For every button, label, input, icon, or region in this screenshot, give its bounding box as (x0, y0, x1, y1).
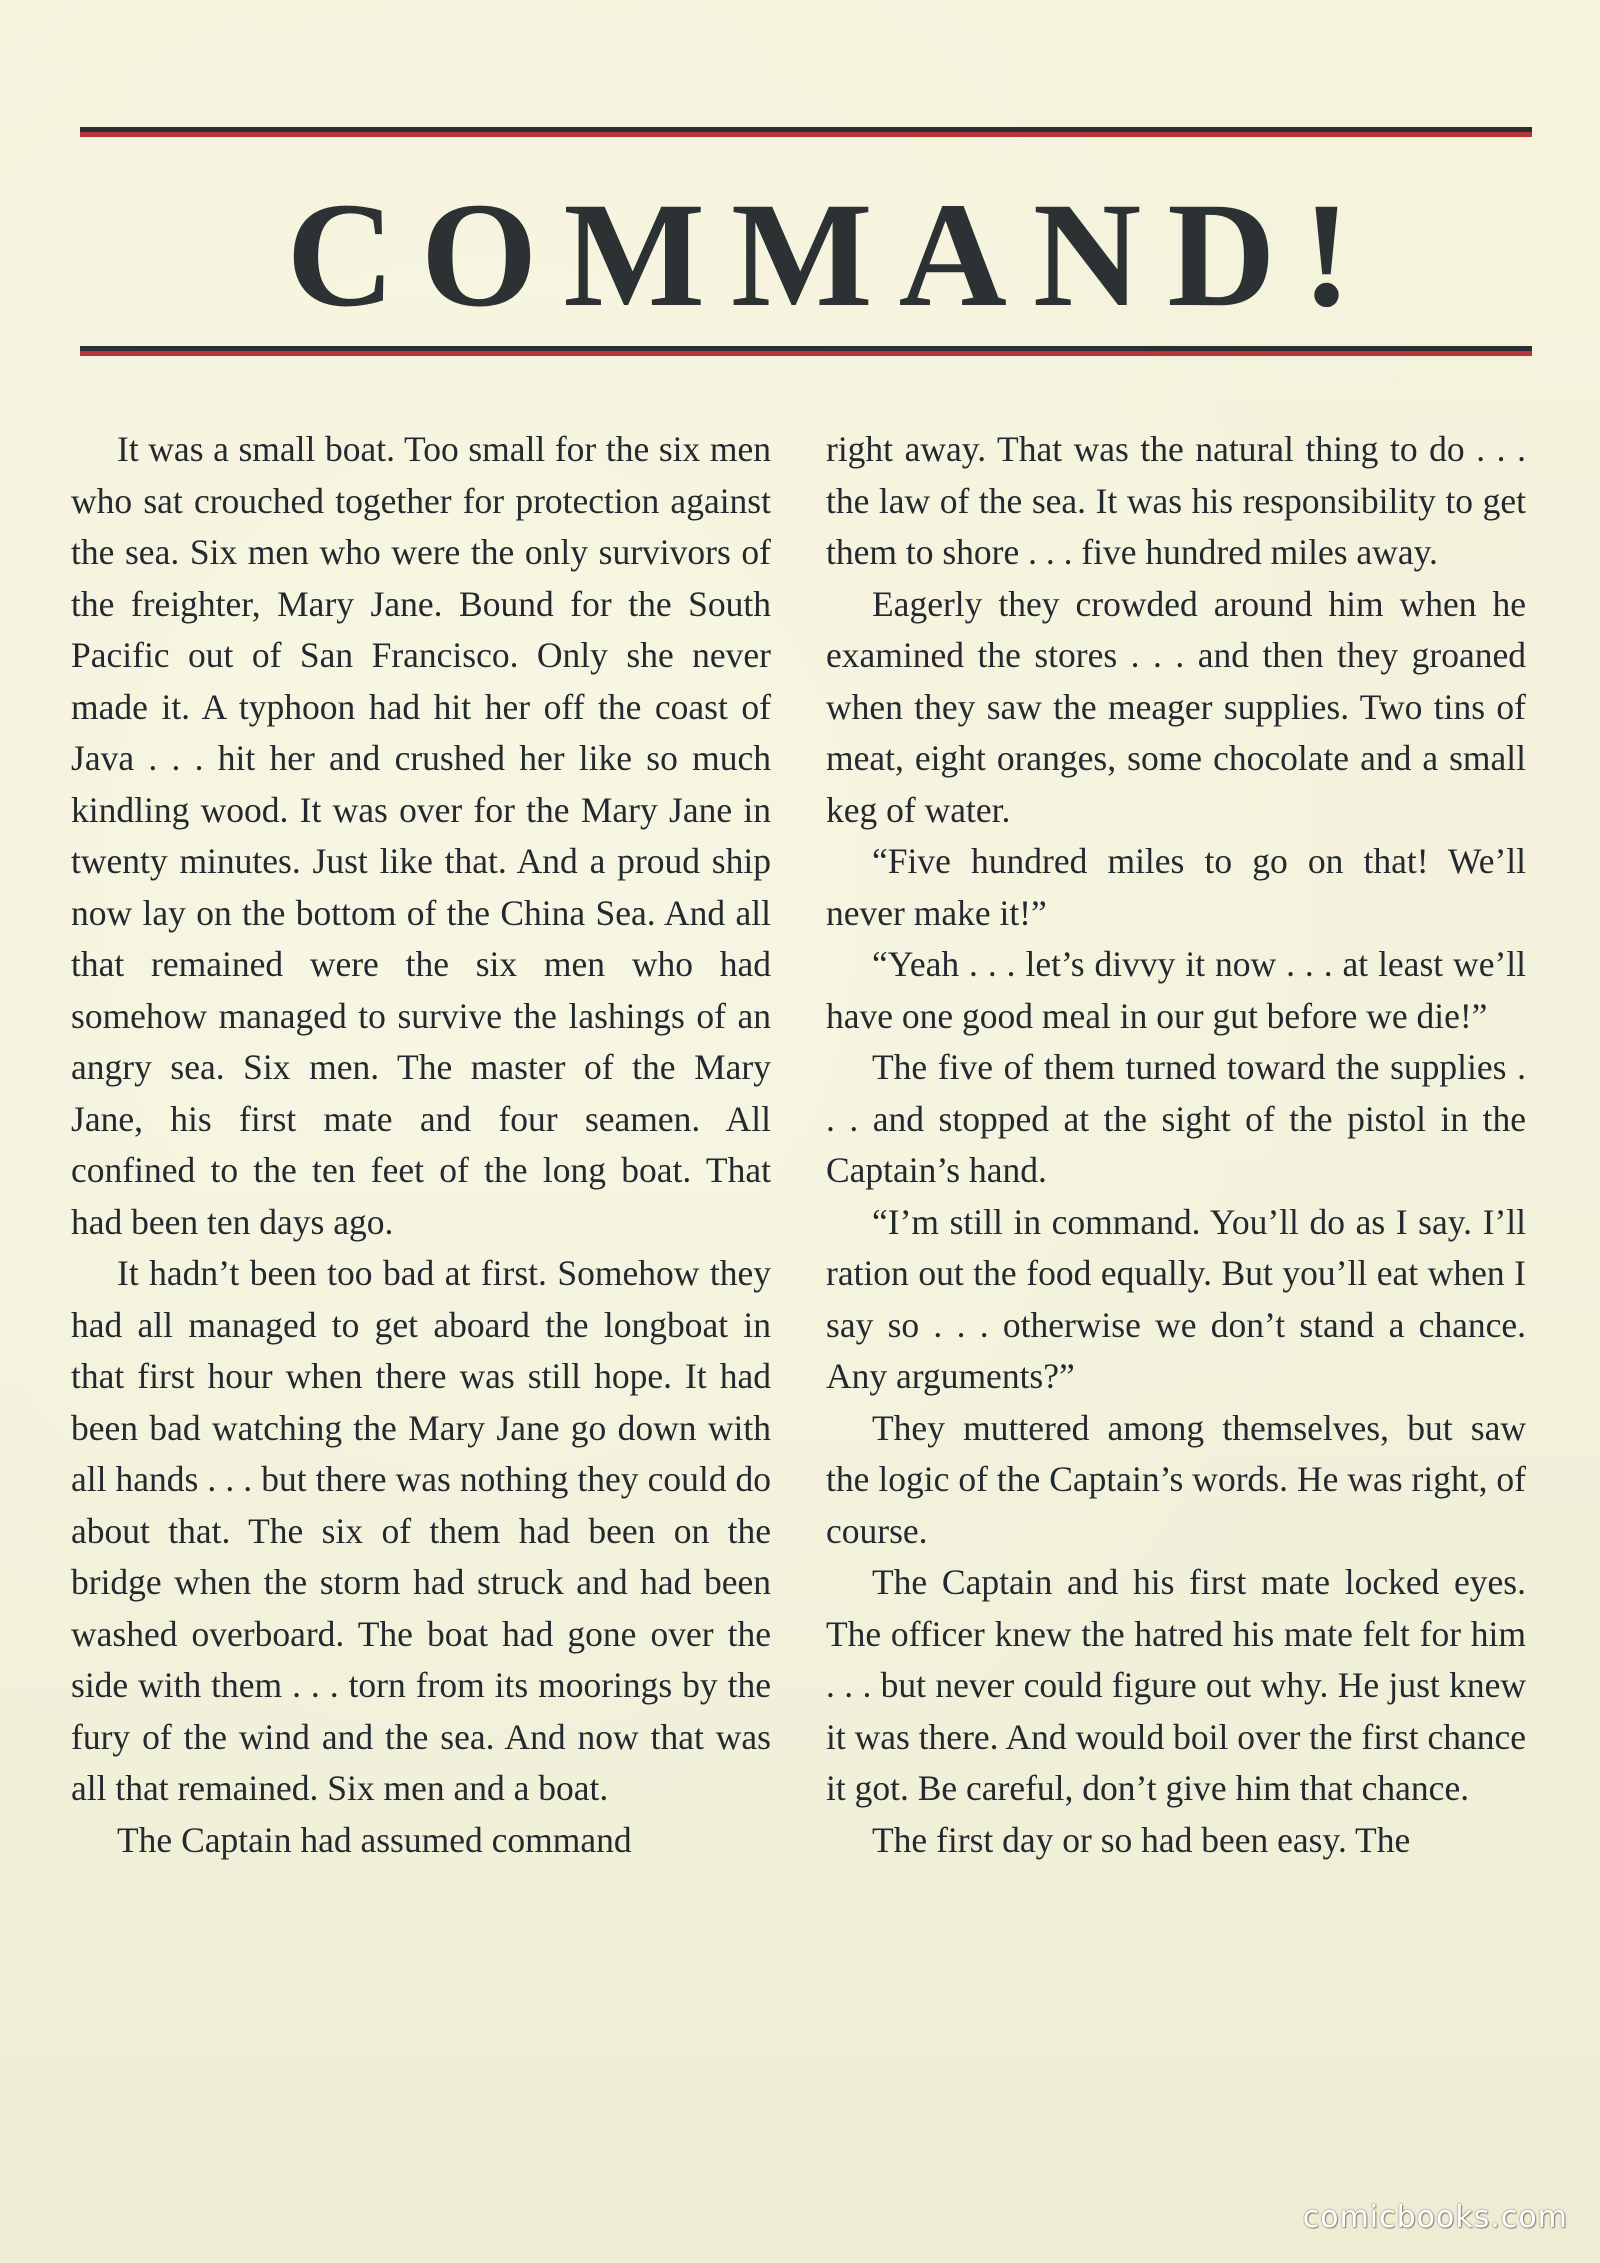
paragraph: “Yeah . . . let’s divvy it now . . . at least we’ll have one good meal in our gut before we die!” (826, 944, 1526, 1036)
paragraph: The five of them turned toward the supplies . . . and stopped at the sight of the pistol in the Captain’s hand. (826, 1047, 1526, 1190)
paragraph: They muttered among themselves, but saw the logic of the Captain’s words. He was right, of course. (826, 1407, 1526, 1551)
top-double-rule (80, 127, 1532, 137)
paragraph: “Five hundred miles to go on that! We’ll never make it!” (826, 841, 1526, 933)
paragraph: It hadn’t been too bad at first. Somehow they had all managed to get aboard the longboat in that first hour when there was still hope. It had been bad watching the Mary Jane go down with all hands . . . but there was nothing they could do about that. The six of them had been on the bridge when the storm had struck and had been washed overboard. The boat had gone over the side with them . . . torn from its moorings by the fury of the wind and the sea. And now that was all that remained. Six men and a boat. (71, 1253, 771, 1808)
top-rule-red-line (80, 132, 1532, 137)
left-text-column (71, 424, 771, 1866)
site-watermark: comicbooks.com (1302, 2200, 1568, 2235)
paragraph: “I’m still in command. You’ll do as I say. I’ll ration out the food equally. But you’ll eat when I say so . . . otherwise we don’t stand a chance. Any arguments?” (826, 1201, 1526, 1396)
right-text-column (826, 424, 1526, 1866)
paragraph: The first day or so had been easy. The (872, 1819, 1411, 1860)
paragraph: The Captain and his first mate locked eyes. The officer knew the hatred his mate felt for him . . . but never could figure out why. He just knew it was there. And would boil over the first chance it got. Be careful, don’t give him that chance. (826, 1562, 1526, 1808)
paragraph: It was a small boat. Too small for the six men who sat crouched together for protection against the sea. Six men who were the only survivors of the freighter, Mary Jane. Bound for the South Pacific out of San Francisco. Only she never made it. A typhoon had hit her off the coast of Java . . . hit her and crushed her like so much kindling wood. It was over for the Mary Jane in twenty minutes. Just like that. And a proud ship now lay on the bottom of the China Sea. And all that remained were the six men who had somehow managed to survive the lashings of an angry sea. Six men. The master of the Mary Jane, his first mate and four seamen. All confined to the ten feet of the long boat. That had been ten days ago. (71, 429, 771, 1242)
bottom-rule-red-line (80, 351, 1532, 356)
paragraph: The Captain had assumed command (117, 1819, 632, 1860)
story-title: COMMAND! (286, 172, 1378, 338)
paragraph-continuation: right away. That was the natural thing to do . . . the law of the sea. It was his responsibility to get them to shore . . . five hundred miles away. (826, 429, 1526, 572)
paragraph: Eagerly they crowded around him when he examined the stores . . . and then they groaned when they saw the meager supplies. Two tins of meat, eight oranges, some chocolate and a small keg of water. (826, 583, 1526, 830)
bottom-double-rule (80, 346, 1532, 356)
